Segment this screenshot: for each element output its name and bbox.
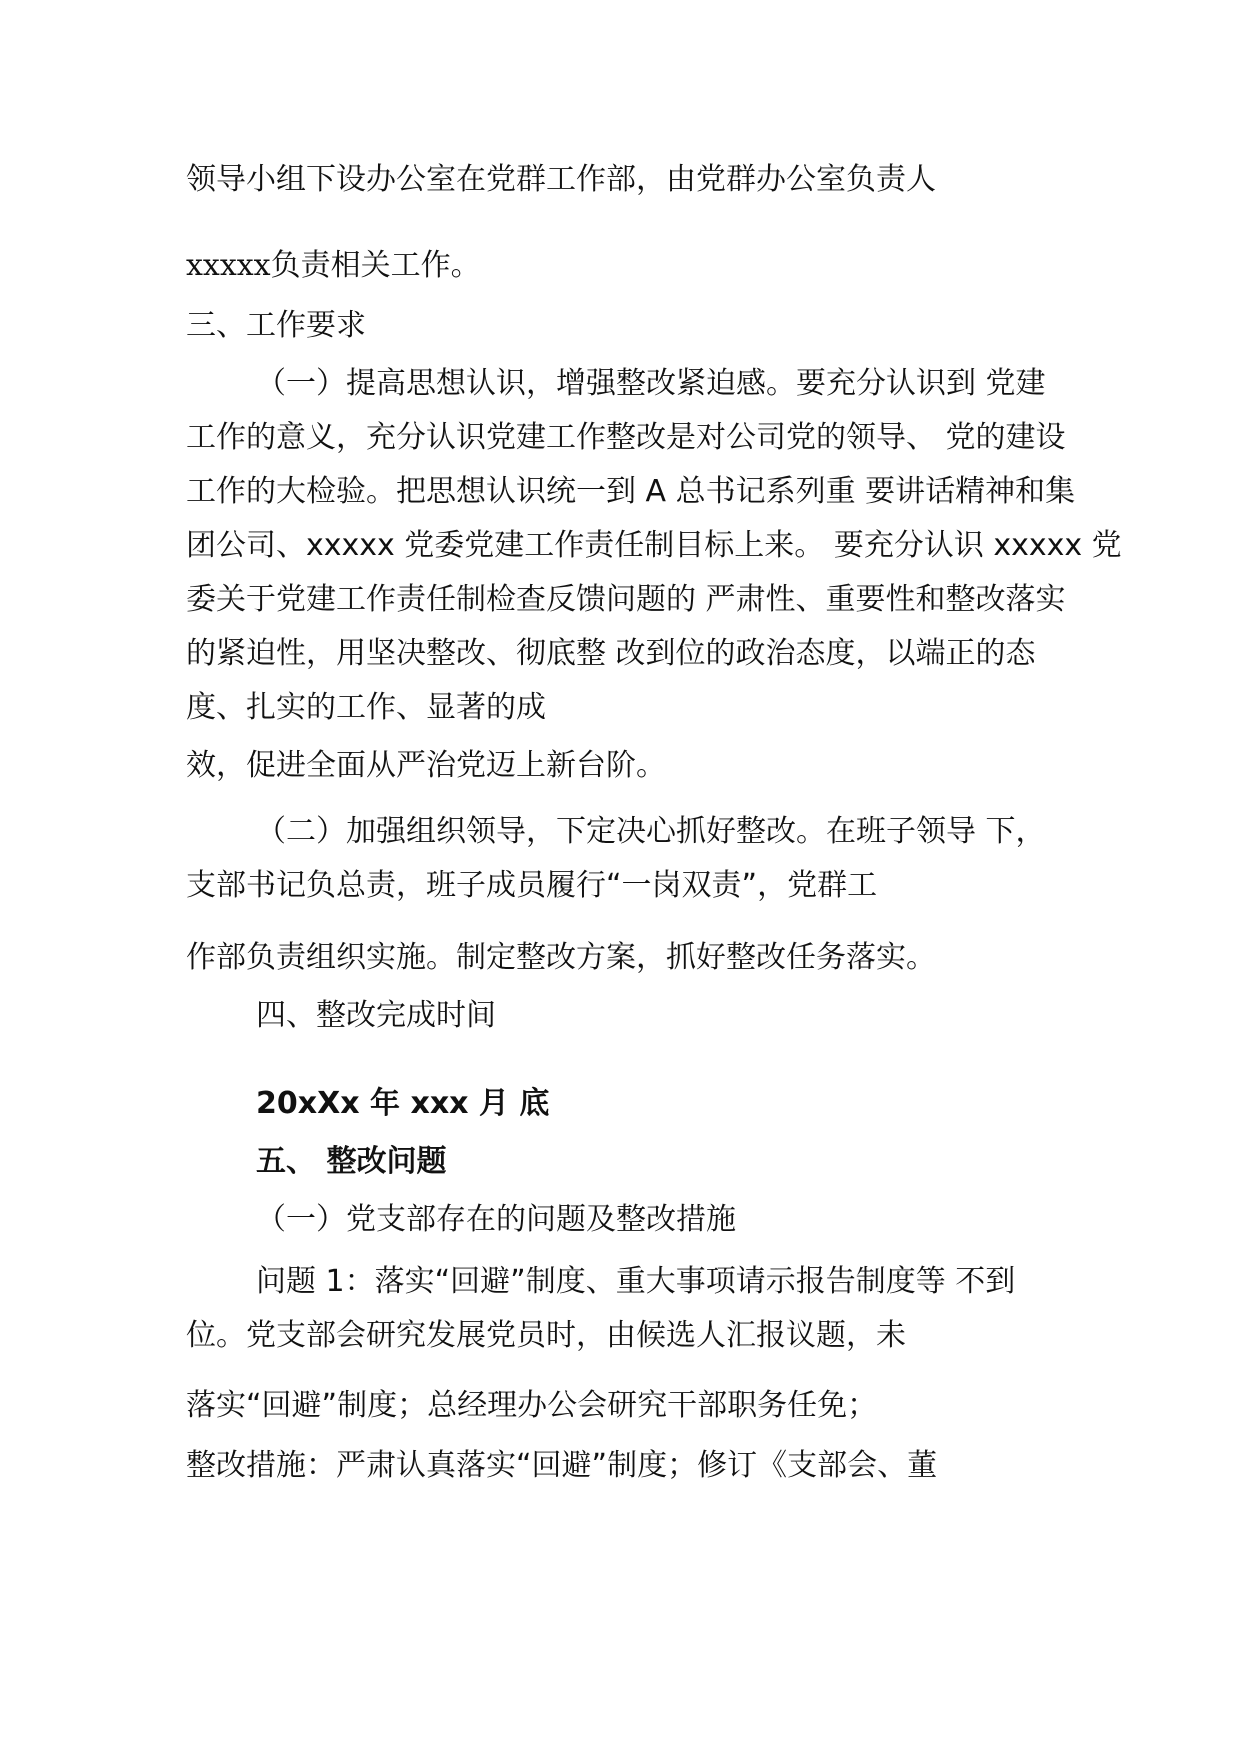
text-line-11: 效，促进全面从严治党迈上新台阶。: [186, 748, 666, 783]
text-line-21: 落实“回避”制度；总经理办公会研究干部职务任免；: [186, 1388, 878, 1423]
section-heading-deadline: 四、整改完成时间: [256, 998, 496, 1033]
text-line-7: 团公司、xxxxx 党委党建工作责任制目标上来。 要充分认识 xxxxx 党: [186, 528, 1122, 563]
text-line-1: 领导小组下设办公室在党群工作部，由党群办公室负责人: [186, 162, 936, 197]
section-heading-requirements: 三、工作要求: [186, 308, 366, 343]
subheading-1-line: （一）提高思想认识，增强整改紧迫感。要充分认识到 党建: [256, 366, 1046, 401]
text-line-2: xxxxx负责相关工作。: [186, 248, 481, 283]
text-line-14: 作部负责组织实施。制定整改方案，抓好整改任务落实。: [186, 940, 936, 975]
text-line-20: 位。党支部会研究发展党员时，由候选人汇报议题，未: [186, 1318, 906, 1353]
deadline-date: 20xXx 年 xxx 月 底: [256, 1086, 550, 1121]
text-line-13: 支部书记负总责，班子成员履行“一岗双责”，党群工: [186, 868, 878, 903]
measures-line: 整改措施：严肃认真落实“回避”制度；修订《支部会、董: [186, 1448, 938, 1483]
text-line-9: 的紧迫性，用坚决整改、彻底整 改到位的政治态度，以端正的态: [186, 636, 1036, 671]
text-line-10: 度、扎实的工作、显著的成: [186, 690, 546, 725]
section-heading-issues: 五、 整改问题: [256, 1144, 447, 1179]
issue-1-line: 问题 1：落实“回避”制度、重大事项请示报告制度等 不到: [256, 1264, 1016, 1299]
text-line-8: 委关于党建工作责任制检查反馈问题的 严肃性、重要性和整改落实: [186, 582, 1066, 617]
text-line-6: 工作的大检验。把思想认识统一到 A 总书记系列重 要讲话精神和集: [186, 474, 1076, 509]
text-line-5: 工作的意义，充分认识党建工作整改是对公司党的领导、 党的建设: [186, 420, 1066, 455]
subheading-issues-1: （一）党支部存在的问题及整改措施: [256, 1202, 736, 1237]
subheading-2-line: （二）加强组织领导，下定决心抓好整改。在班子领导 下，: [256, 814, 1046, 849]
